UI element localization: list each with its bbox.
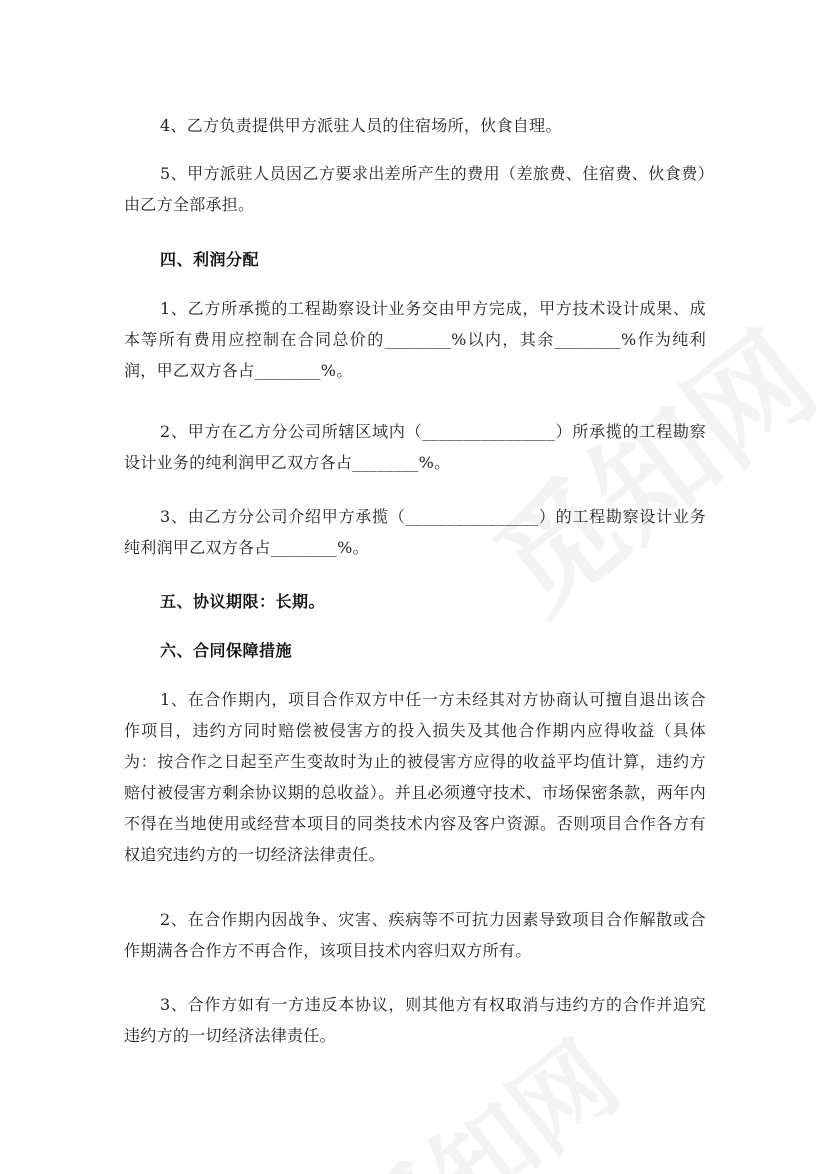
clause-6-1: 1、在合作期内，项目合作双方中任一方未经其对方协商认可擅自退出该合作项目，违约方同时赔偿被侵害方的投入损失及其他合作期内应得收益（具体为：按合作之日起至产生变故时为止的被侵害方应得的收益平均值计算，违约方赔付被侵害方剩余协议期的总收益）。并且必须遵守技术、市场保密条款，两年内不得在当地使用或经营本项目的同类技术内容及客户资源。否则项目合作各方有权追究违约方的一切经济法律责任。 [124,690,706,864]
clause-3-5: 5、甲方派驻人员因乙方要求出差所产生的费用（差旅费、住宿费、伙食费）由乙方全部承担。 [124,164,706,214]
section-heading-profit-distribution: 四、利润分配 [160,250,260,269]
clause-6-2: 2、在合作期内因战争、灾害、疾病等不可抗力因素导致项目合作解散或合作期满各合作方不再合作，该项目技术内容归双方所有。 [124,910,706,960]
clause-4-1: 1、乙方所承揽的工程勘察设计业务交由甲方完成，甲方技术设计成果、成本等所有费用应控制在合同总价的________%以内，其余________%作为纯利润，甲乙双方各占________%。 [124,299,706,380]
section-heading-guarantee: 六、合同保障措施 [160,641,293,660]
clause-6-3: 3、合作方如有一方违反本协议，则其他方有权取消与违约方的合作并追究违约方的一切经济法律责任。 [124,995,706,1045]
clause-4-3: 3、由乙方分公司介绍甲方承揽（________________）的工程勘察设计业务纯利润甲乙双方各占________%。 [124,507,706,557]
clause-3-4: 4、乙方负责提供甲方派驻人员的住宿场所，伙食自理。 [160,116,562,135]
clause-4-2: 2、甲方在乙方分公司所辖区域内（________________）所承揽的工程勘察设计业务的纯利润甲乙双方各占________%。 [124,422,706,472]
section-heading-term: 五、协议期限：长期。 [160,592,326,611]
